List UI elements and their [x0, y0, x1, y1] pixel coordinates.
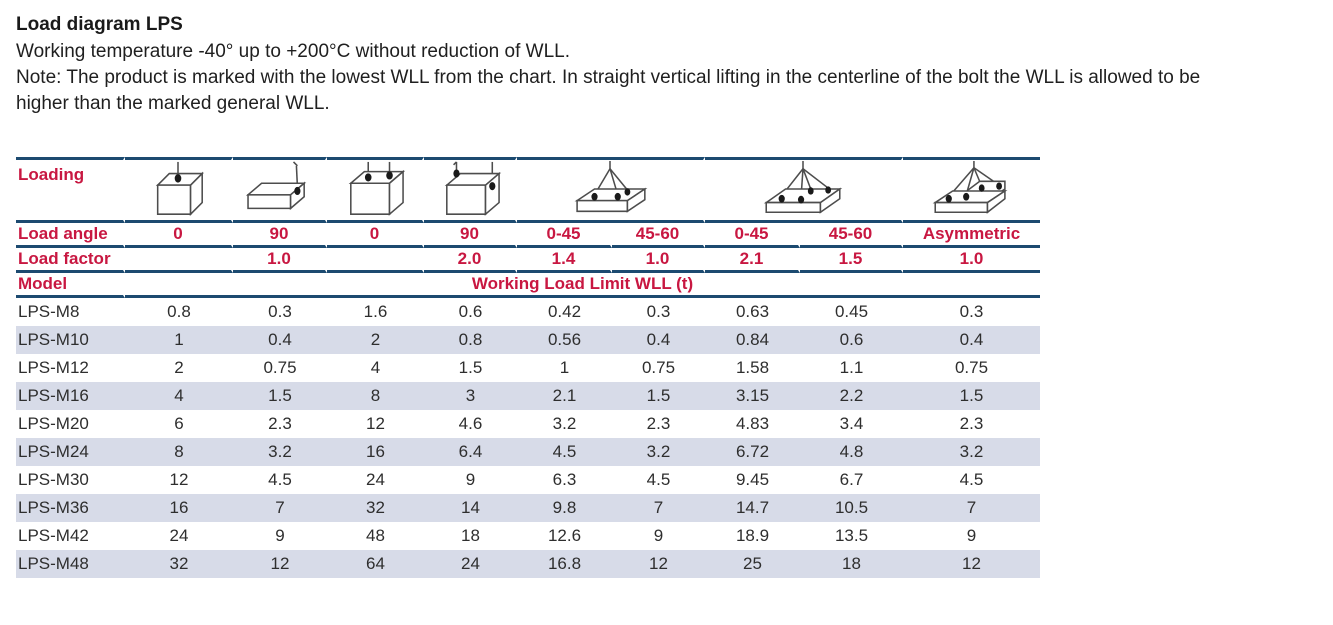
- model-cell: LPS-M30: [18, 470, 89, 489]
- wll-value-cell: 3.2: [903, 438, 1040, 466]
- table-row: [16, 410, 1040, 438]
- box-two-side-points-90deg-icon: [426, 160, 516, 220]
- wll-value-cell: 9: [275, 526, 285, 545]
- load-angle-cell: 90: [424, 223, 517, 248]
- wll-value-cell: 3.2: [233, 438, 327, 466]
- wll-value-cell: 0.8: [424, 326, 517, 354]
- wll-value-cell: 3: [424, 382, 517, 410]
- loading-cell: [125, 157, 233, 223]
- loading-row: [16, 157, 1040, 223]
- wll-value-cell: 24: [169, 526, 189, 545]
- table-row: [16, 382, 1040, 410]
- loading-label: Loading: [16, 157, 125, 223]
- loading-cell: [233, 157, 327, 223]
- wll-value-cell: 12: [612, 550, 705, 578]
- wll-value-cell: 7: [903, 494, 1040, 522]
- table-row: [16, 494, 1040, 522]
- wll-value-cell: 7: [233, 494, 327, 522]
- wll-value-cell: 2.3: [959, 414, 984, 433]
- wll-value-cell: 9.8: [517, 494, 612, 522]
- wll-value-cell: 4.6: [458, 414, 483, 433]
- wll-value-cell: 32: [327, 494, 424, 522]
- wll-value-cell: 1.5: [458, 358, 483, 377]
- wll-value-cell: 16: [125, 494, 233, 522]
- wll-value-cell: 16: [327, 438, 424, 466]
- wll-value-cell: 24: [424, 550, 517, 578]
- pallet-asymmetric-sling-icon: [922, 160, 1022, 220]
- load-factor-cell: 1.0: [233, 248, 327, 273]
- model-cell: LPS-M10: [16, 326, 125, 354]
- wll-value-cell: 64: [327, 550, 424, 578]
- wll-value-cell: 48: [366, 526, 385, 545]
- wll-value-cell: 9: [653, 526, 664, 545]
- table-row: [16, 354, 1040, 382]
- wll-value-cell: 1.6: [363, 302, 388, 321]
- model-cell: LPS-M12: [18, 358, 89, 377]
- wll-value-cell: 0.4: [612, 326, 705, 354]
- wll-value-cell: 9.45: [735, 470, 770, 489]
- page-title: Load diagram LPS: [16, 14, 183, 35]
- load-angle-cell: 0-45: [517, 223, 612, 248]
- wll-value-cell: 1: [125, 326, 233, 354]
- wll-value-cell: 6.7: [839, 470, 864, 489]
- wll-value-cell: 1.5: [903, 382, 1040, 410]
- wll-value-cell: 4.5: [517, 438, 612, 466]
- wll-value-cell: 12: [169, 470, 189, 489]
- wll-value-cell: 4.5: [268, 470, 292, 489]
- wll-value-cell: 32: [125, 550, 233, 578]
- wll-value-cell: 7: [612, 494, 705, 522]
- wll-value-cell: 8: [327, 382, 424, 410]
- load-angle-cell: 45-60: [612, 223, 705, 248]
- wll-value-cell: 14: [424, 494, 517, 522]
- wll-value-cell: 18: [800, 550, 903, 578]
- load-factor-cell: [327, 248, 424, 273]
- load-angle-cell: 0-45: [705, 223, 800, 248]
- wll-value-cell: 6.72: [705, 438, 800, 466]
- pallet-four-leg-sling-icon: [753, 160, 853, 220]
- load-factor-row: [16, 248, 1040, 273]
- table-row: [16, 326, 1040, 354]
- load-angle-cell: 45-60: [800, 223, 903, 248]
- model-cell: LPS-M42: [18, 526, 89, 545]
- wll-value-cell: 3.2: [612, 438, 705, 466]
- wll-value-cell: 2.1: [517, 382, 612, 410]
- load-diagram-table: [16, 157, 1040, 578]
- wll-value-cell: 0.75: [263, 358, 297, 377]
- wll-value-cell: 18.9: [735, 526, 770, 545]
- wll-value-cell: 1.5: [612, 382, 705, 410]
- box-two-top-points-0deg-icon: [330, 160, 420, 220]
- wll-value-cell: 1.1: [839, 358, 864, 377]
- model-label: Model: [16, 273, 125, 298]
- wll-value-cell: 9: [966, 526, 977, 545]
- wll-value-cell: 4.83: [735, 414, 770, 433]
- wll-value-cell: 0.84: [705, 326, 800, 354]
- loading-cell: [903, 157, 1040, 223]
- wll-value-cell: 6.4: [424, 438, 517, 466]
- note-text-line1: Note: The product is marked with the lowest WLL from the chart. In straight vertical lifting in the centerline of the bolt the WLL is allowed to be: [16, 67, 1201, 88]
- wll-value-cell: 4.8: [800, 438, 903, 466]
- wll-value-cell: 13.5: [834, 526, 869, 545]
- loading-cell: [327, 157, 424, 223]
- wll-value-cell: 8: [125, 438, 233, 466]
- load-factor-cell: 2.0: [424, 248, 517, 273]
- load-factor-label: Load factor: [16, 248, 125, 273]
- wll-value-cell: 16.8: [517, 550, 612, 578]
- table-row: [16, 522, 1040, 550]
- wll-value-cell: 2.2: [800, 382, 903, 410]
- wll-value-cell: 3.15: [705, 382, 800, 410]
- load-factor-cell: 1.0: [612, 248, 705, 273]
- model-cell: LPS-M8: [18, 302, 80, 321]
- wll-value-cell: 2.3: [646, 414, 671, 433]
- load-angle-cell: 90: [233, 223, 327, 248]
- wll-value-cell: 0.3: [959, 302, 984, 321]
- load-angle-cell: 0: [125, 223, 233, 248]
- wll-value-cell: 10.5: [800, 494, 903, 522]
- pallet-two-leg-sling-icon: [562, 160, 658, 220]
- wll-value-cell: 2.3: [268, 414, 292, 433]
- wll-value-cell: 0.4: [903, 326, 1040, 354]
- table-row: [16, 550, 1040, 578]
- wll-value-cell: 2: [174, 358, 184, 377]
- wll-value-cell: 0.4: [233, 326, 327, 354]
- wll-value-cell: 6: [174, 414, 184, 433]
- wll-value-cell: 4.5: [959, 470, 984, 489]
- load-angle-label: Load angle: [16, 223, 125, 248]
- wll-value-cell: 0.8: [167, 302, 191, 321]
- table-row: [16, 466, 1040, 494]
- wll-value-cell: 1.58: [735, 358, 770, 377]
- working-temperature-text: Working temperature -40° up to +200°C without reduction of WLL.: [16, 41, 570, 62]
- wll-value-cell: 4: [125, 382, 233, 410]
- load-factor-cell: 1.0: [903, 248, 1040, 273]
- model-cell: LPS-M48: [16, 550, 125, 578]
- wll-value-cell: 1: [559, 358, 570, 377]
- model-cell: LPS-M36: [16, 494, 125, 522]
- wll-value-cell: 6.3: [552, 470, 577, 489]
- wll-value-cell: 9: [465, 470, 476, 489]
- box-single-top-point-0deg-icon: [133, 160, 223, 220]
- wll-value-cell: 25: [705, 550, 800, 578]
- wll-value-cell: 0.63: [735, 302, 770, 321]
- load-angle-row: [16, 223, 1040, 248]
- wll-value-cell: 4: [370, 358, 381, 377]
- load-factor-cell: 1.5: [800, 248, 903, 273]
- load-factor-cell: 2.1: [705, 248, 800, 273]
- wll-value-cell: 0.3: [646, 302, 671, 321]
- wll-value-cell: 0.6: [800, 326, 903, 354]
- loading-cell: [517, 157, 705, 223]
- wll-value-cell: 0.42: [547, 302, 582, 321]
- wll-value-cell: 12.6: [547, 526, 582, 545]
- model-header-row: [16, 273, 1040, 298]
- wll-value-cell: 0.75: [641, 358, 676, 377]
- wll-value-cell: 4.5: [646, 470, 671, 489]
- wll-value-cell: 14.7: [705, 494, 800, 522]
- wll-value-cell: 3.4: [839, 414, 864, 433]
- wll-table-body: [16, 298, 1040, 578]
- wll-value-cell: 2: [327, 326, 424, 354]
- load-factor-cell: [125, 248, 233, 273]
- wll-value-cell: 1.5: [233, 382, 327, 410]
- box-side-point-90deg-icon: [239, 160, 319, 220]
- wll-value-cell: 0.75: [954, 358, 989, 377]
- table-row: [16, 298, 1040, 326]
- table-row: [16, 438, 1040, 466]
- load-factor-cell: 1.4: [517, 248, 612, 273]
- note-text-line2: higher than the marked general WLL.: [16, 93, 330, 114]
- wll-value-cell: 0.56: [517, 326, 612, 354]
- load-angle-cell: Asymmetric: [903, 223, 1040, 248]
- wll-value-cell: 0.6: [458, 302, 483, 321]
- wll-value-cell: 12: [903, 550, 1040, 578]
- model-cell: LPS-M24: [16, 438, 125, 466]
- wll-value-cell: 12: [366, 414, 385, 433]
- model-cell: LPS-M16: [16, 382, 125, 410]
- loading-cell: [705, 157, 903, 223]
- model-cell: LPS-M20: [18, 414, 89, 433]
- wll-value-cell: 0.45: [834, 302, 869, 321]
- load-angle-cell: 0: [327, 223, 424, 248]
- wll-value-cell: 24: [366, 470, 385, 489]
- wll-value-cell: 0.3: [268, 302, 292, 321]
- loading-cell: [424, 157, 517, 223]
- wll-value-cell: 18: [461, 526, 480, 545]
- wll-value-cell: 3.2: [552, 414, 577, 433]
- wll-value-cell: 12: [233, 550, 327, 578]
- wll-header: Working Load Limit WLL (t): [125, 273, 1040, 298]
